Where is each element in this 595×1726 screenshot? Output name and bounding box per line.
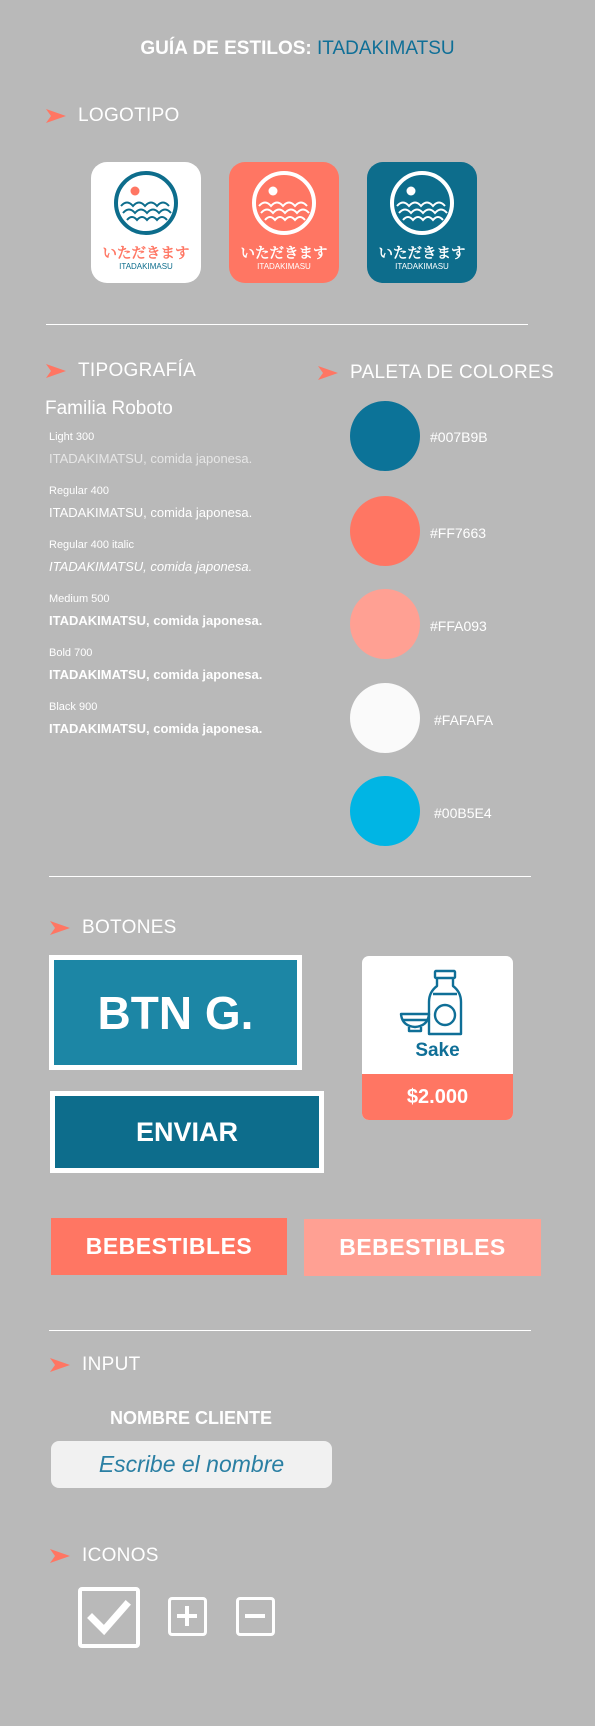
logo-white — [91, 162, 201, 283]
section-icons-heading: ICONOS — [50, 1545, 159, 1567]
arrow-icon — [50, 1549, 70, 1563]
weight-label-light: Light 300 — [49, 431, 95, 443]
send-button-label: ENVIAR — [55, 1096, 319, 1168]
weight-label-italic: Regular 400 italic — [49, 539, 134, 551]
send-button[interactable] — [50, 1091, 324, 1173]
arrow-icon — [46, 364, 66, 378]
arrow-icon — [50, 1358, 70, 1372]
weight-label-bold: Bold 700 — [49, 647, 93, 659]
bebestibles-button-active[interactable]: BEBESTIBLES — [51, 1218, 287, 1275]
logo-teal — [367, 162, 477, 283]
client-name-input[interactable] — [51, 1441, 332, 1488]
weight-sample-regular: ITADAKIMATSU, comida japonesa. — [49, 505, 253, 520]
weight-label-regular: Regular 400 — [49, 485, 109, 497]
divider — [49, 1330, 531, 1331]
logo-emblem-icon — [251, 170, 317, 236]
hex-sky: #00B5E4 — [434, 805, 492, 821]
hex-white: #FAFAFA — [434, 712, 494, 728]
weight-sample-italic: ITADAKIMATSU, comida japonesa. — [49, 559, 253, 574]
logo-subtitle: ITADAKIMASU — [395, 262, 449, 271]
product-price: $2.000 — [362, 1074, 513, 1120]
page-title: GUÍA DE ESTILOS: ITADAKIMATSU — [140, 38, 455, 59]
divider — [46, 324, 528, 325]
hex-coral: #FF7663 — [430, 525, 487, 541]
plus-icon[interactable] — [168, 1597, 207, 1636]
font-family-name: Familia Roboto — [45, 398, 173, 419]
minus-sign-icon — [239, 1600, 271, 1632]
section-input-heading: INPUT — [50, 1354, 141, 1376]
big-button[interactable] — [49, 955, 302, 1070]
weight-label-black: Black 900 — [49, 701, 98, 713]
section-buttons-heading: BOTONES — [50, 917, 177, 939]
weight-sample-black: ITADAKIMATSU, comida japonesa. — [49, 721, 263, 736]
plus-sign-icon — [171, 1600, 203, 1632]
arrow-icon — [46, 109, 66, 123]
logo-japanese-text: いただきます — [378, 246, 466, 262]
logo-japanese-text: いただきます — [102, 246, 190, 262]
sake-bottle-icon — [399, 968, 473, 1040]
divider — [49, 876, 531, 877]
swatch-coral — [350, 496, 420, 566]
weight-sample-medium: ITADAKIMATSU, comida japonesa. — [49, 613, 263, 628]
weight-label-medium: Medium 500 — [49, 593, 110, 605]
logo-emblem-icon — [113, 170, 179, 236]
section-typography-heading: TIPOGRAFÍA — [46, 360, 196, 382]
swatch-sky — [350, 776, 420, 846]
logo-emblem-icon — [389, 170, 455, 236]
swatch-primary — [350, 401, 420, 471]
swatch-salmon — [350, 589, 420, 659]
weight-sample-light: ITADAKIMATSU, comida japonesa. — [49, 451, 253, 466]
logo-subtitle: ITADAKIMASU — [257, 262, 311, 271]
product-card-sake[interactable] — [362, 956, 513, 1120]
input-label: NOMBRE CLIENTE — [110, 1408, 272, 1428]
weight-sample-bold: ITADAKIMATSU, comida japonesa. — [49, 667, 263, 682]
arrow-icon — [50, 921, 70, 935]
section-logo-heading: LOGOTIPO — [46, 105, 180, 127]
logo-coral — [229, 162, 339, 283]
hex-salmon: #FFA093 — [430, 618, 487, 634]
logo-japanese-text: いただきます — [240, 246, 328, 262]
product-name: Sake — [415, 1040, 460, 1061]
big-button-label: BTN G. — [54, 960, 297, 1065]
check-icon[interactable] — [78, 1587, 140, 1648]
check-mark-icon — [82, 1591, 136, 1644]
section-palette-heading: PALETA DE COLORES — [318, 362, 554, 384]
minus-icon[interactable] — [236, 1597, 275, 1636]
swatch-white — [350, 683, 420, 753]
arrow-icon — [318, 366, 338, 380]
bebestibles-button-light[interactable]: BEBESTIBLES — [304, 1219, 541, 1276]
hex-primary: #007B9B — [430, 429, 488, 445]
logo-subtitle: ITADAKIMASU — [119, 262, 173, 271]
